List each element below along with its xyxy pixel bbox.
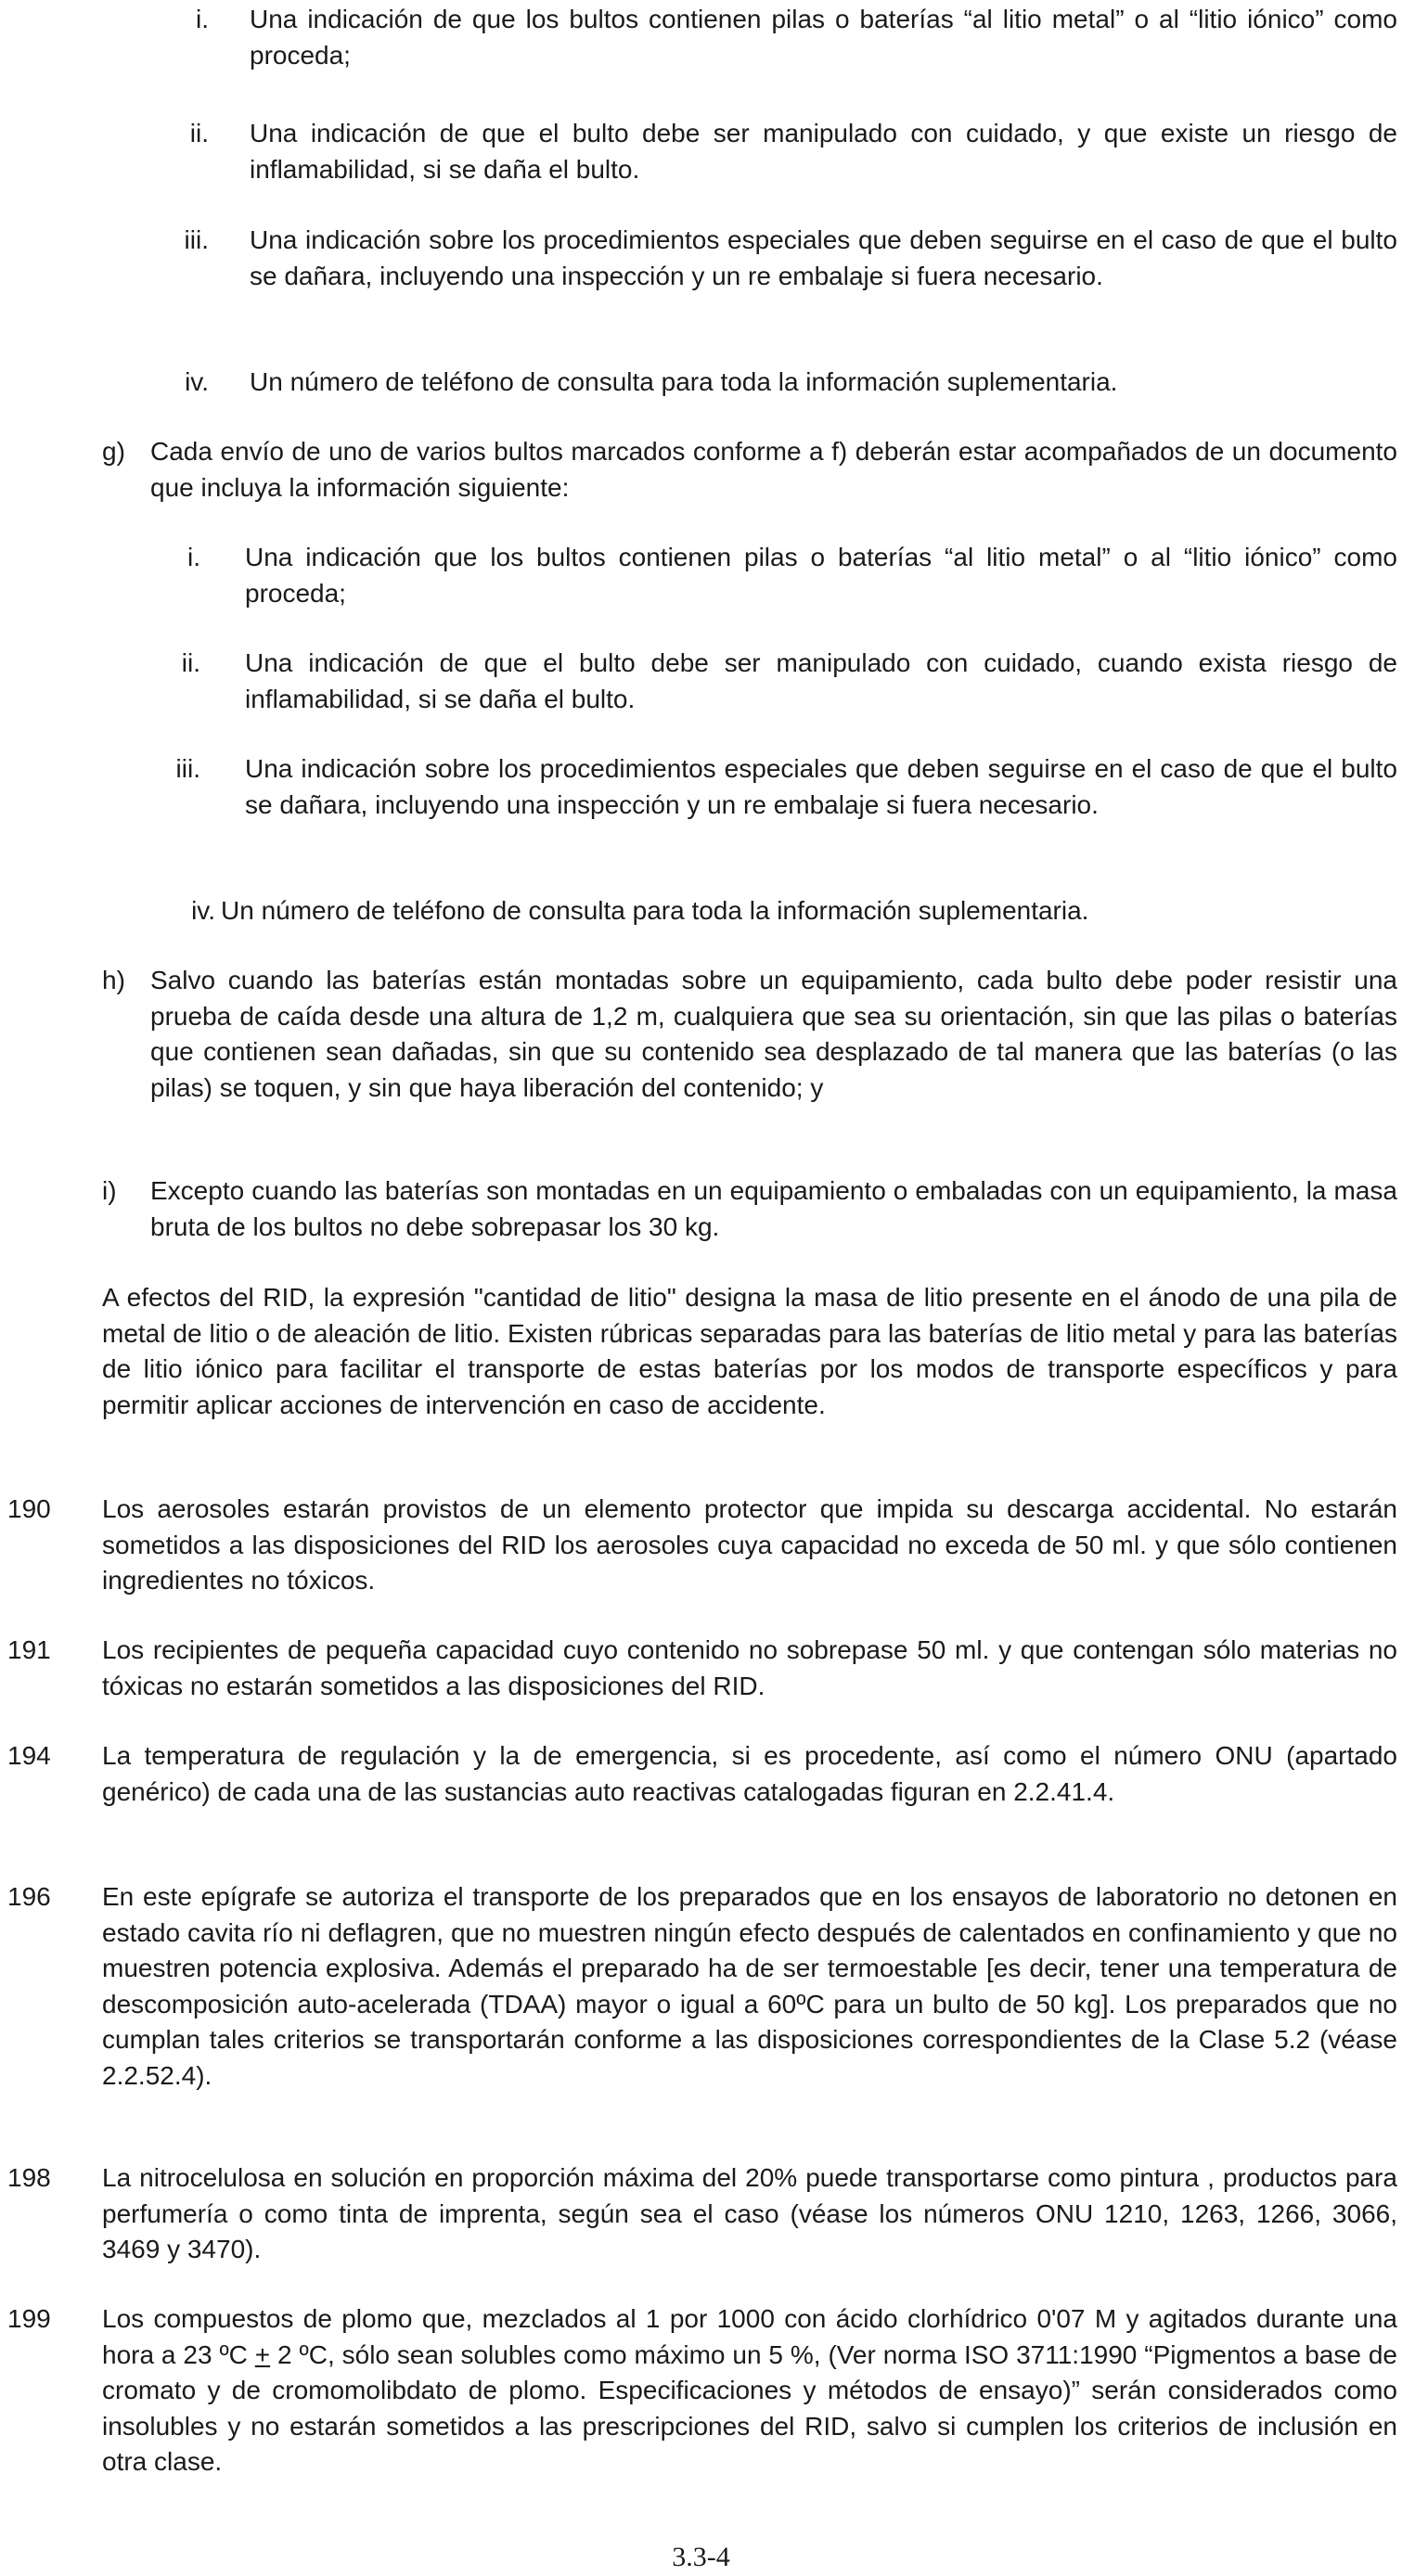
- list-f-item-4-text: Un número de teléfono de consulta para toda la información suplementaria.: [250, 367, 1118, 396]
- list-g-item-2-text: Una indicación de que el bulto debe ser manipulado con cuidado, cuando exista riesgo de inflamabilidad, si se daña el bulto.: [245, 648, 1397, 713]
- plus-minus-sign: +: [254, 2339, 271, 2369]
- list-f-item-2-text: Una indicación de que el bulto debe ser manipulado con cuidado, y que existe un riesgo de inflamabilidad, si se daña el bulto.: [250, 119, 1397, 184]
- item-g-label: g): [102, 437, 125, 466]
- page-number: 3.3-4: [672, 2542, 730, 2572]
- provision-191-number: 191: [7, 1635, 51, 1664]
- list-f-item-1-number: i.: [196, 5, 209, 33]
- provision-199-number: 199: [7, 2304, 51, 2333]
- list-f-item-1-text: Una indicación de que los bultos contienen pilas o baterías “al litio metal” o al “litio iónico” como proceda;: [250, 5, 1397, 70]
- list-f-item-3-number: iii.: [184, 225, 209, 254]
- provision-198-text: La nitrocelulosa en solución en proporción máxima del 20% puede transportarse como pintura , productos para perfumería o como tinta de imprenta, según sea el caso (véase los números ONU 1210, 1263, 1266, 3066, 3469 y 3470).: [102, 2163, 1397, 2263]
- item-h-label: h): [102, 966, 125, 994]
- item-i-label: i): [102, 1176, 117, 1205]
- list-g-item-1-number: i.: [187, 543, 200, 571]
- rid-note-paragraph: A efectos del RID, la expresión "cantidad de litio" designa la masa de litio presente en el ánodo de una pila de metal de litio o de aleación de litio. Existen rúbricas separadas para las baterías de litio metal y para las baterías de litio iónico para facilitar el transporte de estas baterías por los modos de transporte específicos y para permitir aplicar acciones de intervención en caso de accidente.: [102, 1283, 1397, 1419]
- provision-190-text: Los aerosoles estarán provistos de un elemento protector que impida su descarga accidental. No estarán sometidos a las disposiciones del RID los aerosoles cuya capacidad no exceda de 50 ml. y que sólo contienen ingredientes no tóxicos.: [102, 1494, 1397, 1595]
- list-f-item-4-number: iv.: [185, 367, 209, 396]
- provision-199-text-part-2: 2 ºC, sólo sean solubles como máximo un 5 %, (Ver norma ISO 3711:1990 “Pigmentos a base de cromato y de cromomolibdato de plomo. Especificaciones y métodos de ensayo)” serán considerados como insolubles y no estarán sometidos a las prescripciones del RID, salvo si cumplen los criterios de inclusión en otra clase.: [102, 2339, 1397, 2476]
- list-g-item-3-number: iii.: [175, 754, 200, 783]
- item-h-text: Salvo cuando las baterías están montadas sobre un equipamiento, cada bulto debe poder resistir una prueba de caída desde una altura de 1,2 m, cualquiera que sea su orientación, sin que las pilas o baterías que contienen sean dañadas, sin que su contenido sea desplazado de tal manera que las baterías (o las pilas) se toquen, y sin que haya liberación del contenido; y: [150, 966, 1397, 1102]
- list-f-item-2-number: ii.: [189, 119, 209, 147]
- provision-196-number: 196: [7, 1882, 51, 1911]
- list-g-item-3-text: Una indicación sobre los procedimientos especiales que deben seguirse en el caso de que el bulto se dañara, incluyendo una inspección y un re embalaje si fuera necesario.: [245, 754, 1397, 819]
- provision-194-text: La temperatura de regulación y la de emergencia, si es procedente, así como el número ONU (apartado genérico) de cada una de las sustancias auto reactivas catalogadas figuran en 2.2.41.4.: [102, 1741, 1397, 1806]
- provision-194-number: 194: [7, 1741, 51, 1770]
- provision-190-number: 190: [7, 1494, 51, 1523]
- item-i-text: Excepto cuando las baterías son montadas en un equipamiento o embaladas con un equipamiento, la masa bruta de los bultos no debe sobrepasar los 30 kg.: [150, 1176, 1397, 1241]
- provision-198-number: 198: [7, 2163, 51, 2192]
- list-g-item-4-text: Un número de teléfono de consulta para toda la información suplementaria.: [221, 896, 1089, 925]
- provision-191-text: Los recipientes de pequeña capacidad cuyo contenido no sobrepase 50 ml. y que contengan sólo materias no tóxicas no estarán sometidos a las disposiciones del RID.: [102, 1635, 1397, 1700]
- provision-199-text: [102, 2301, 1397, 2480]
- list-g-item-2-number: ii.: [181, 648, 200, 677]
- list-f-item-3-text: Una indicación sobre los procedimientos especiales que deben seguirse en el caso de que el bulto se dañara, incluyendo una inspección y un re embalaje si fuera necesario.: [250, 225, 1397, 290]
- item-g-text: Cada envío de uno de varios bultos marcados conforme a f) deberán estar acompañados de un documento que incluya la información siguiente:: [150, 437, 1397, 502]
- list-g-item-1-text: Una indicación que los bultos contienen pilas o baterías “al litio metal” o al “litio iónico” como proceda;: [245, 543, 1397, 608]
- provision-196-text: En este epígrafe se autoriza el transporte de los preparados que en los ensayos de laboratorio no detonen en estado cavita río ni deflagren, que no muestren ningún efecto después de calentados en confinamiento y que no muestren potencia explosiva. Además el preparado ha de ser termoestable [es decir, tener una temperatura de descomposición auto-acelerada (TDAA) mayor o igual a 60ºC para un bulto de 50 kg]. Los preparados que no cumplan tales criterios se transportarán conforme a las disposiciones correspondientes de la Clase 5.2 (véase 2.2.52.4).: [102, 1882, 1397, 2090]
- list-g-item-4-number: iv.: [191, 896, 215, 925]
- provision-199-text-part-1: Los compuestos de plomo que, mezclados al 1 por 1000 con ácido clorhídrico 0'07 M y agitados durante una hora a 23 ºC: [102, 2304, 1397, 2369]
